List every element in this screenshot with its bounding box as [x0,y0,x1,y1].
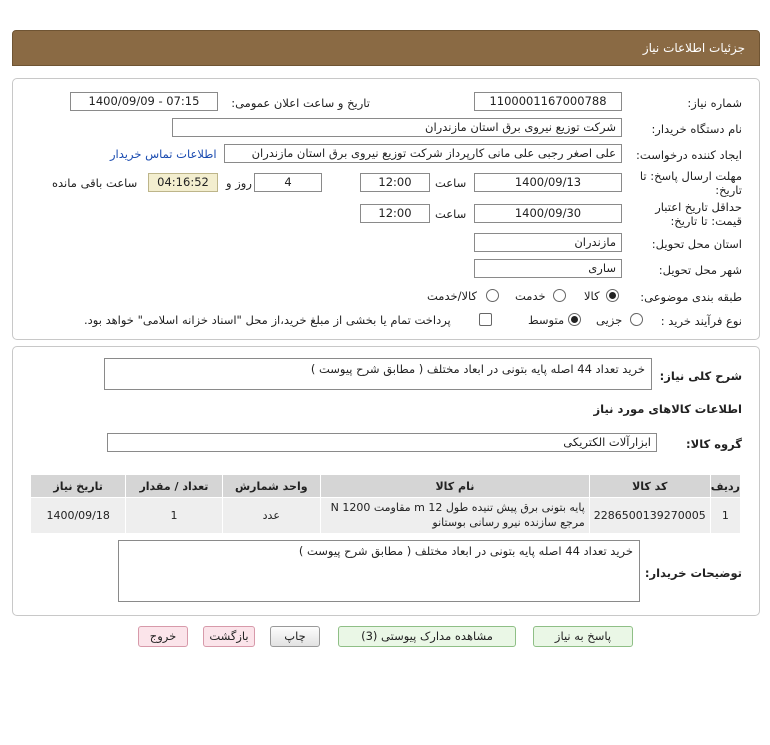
category-radio-goods[interactable] [606,289,619,302]
days-label: روز و [226,176,252,190]
header-need-date: تاریخ نیاز [31,475,126,498]
buyer-org-label: نام دستگاه خریدار: [651,122,742,136]
cell-quantity: 1 [126,498,222,534]
header-quantity: تعداد / مقدار [126,475,222,498]
goods-group-field: ابزارآلات الکتریکی [107,433,657,452]
print-button[interactable]: چاپ [270,626,320,647]
view-attachments-button[interactable]: مشاهده مدارک پیوستی (3) [338,626,516,647]
validity-label: حداقل تاریخ اعتبار [655,200,742,214]
process-option-minor: جزیی [596,313,623,327]
province-label: استان محل تحویل: [651,237,742,251]
validity-date-field[interactable]: 1400/09/30 [474,204,622,223]
goods-group-label: گروه کالا: [686,437,742,451]
treasury-checkbox[interactable] [479,313,492,326]
process-label: نوع فرآیند خرید : [660,314,742,328]
table-header-row [31,475,741,498]
cell-row-number: 1 [710,498,740,534]
cell-item-code: 2286500139270005 [589,498,710,534]
deadline-time-field[interactable]: 12:00 [360,173,430,192]
deadline-date-field[interactable]: 1400/09/13 [474,173,622,192]
buyer-org-field[interactable]: شرکت توزیع نیروی برق استان مازندران [172,118,622,137]
validity-time-label: ساعت [435,207,467,221]
category-option-goods: کالا [584,289,600,303]
category-option-both: کالا/خدمت [427,289,478,303]
category-label: طبقه بندی موضوعی: [640,290,742,304]
city-label: شهر محل تحویل: [658,263,742,277]
buyer-notes-box: خرید تعداد 44 اصله پایه بتونی در ابعاد مختلف ( مطابق شرح پیوست ) [118,540,640,602]
page-title: جزئیات اطلاعات نیاز [642,41,745,55]
cell-unit: عدد [222,498,320,534]
header-row-number: ردیف [710,475,740,498]
remaining-time-field: 04:16:52 [148,173,218,192]
summary-label: شرح کلی نیاز: [659,369,742,383]
buyer-contact-link[interactable]: اطلاعات تماس خریدار [110,147,217,161]
header-item-code: کد کالا [589,475,710,498]
requester-label: ایجاد کننده درخواست: [636,148,742,162]
announce-datetime-field[interactable]: 1400/09/09 - 07:15 [70,92,218,111]
need-number-field[interactable]: 1100001167000788 [474,92,622,111]
category-radio-both[interactable] [486,289,499,302]
remaining-days-field: 4 [254,173,322,192]
goods-table [30,474,741,534]
deadline-time-label: ساعت [435,176,467,190]
treasury-note: پرداخت تمام یا بخشی از مبلغ خرید،از محل "اسناد خزانه اسلامی" خواهد بود. [84,313,451,327]
header-unit: واحد شمارش [222,475,320,498]
cell-item-name: پایه بتونی برق پیش تنیده طول m 12 مقاومت N 1200 مرجع سازنده نیرو رسانی بوستانو [321,498,590,534]
category-option-service: خدمت [515,289,546,303]
buyer-notes-label: توضیحات خریدار: [644,566,742,580]
summary-box: خرید تعداد 44 اصله پایه بتونی در ابعاد مختلف ( مطابق شرح پیوست ) [104,358,652,390]
deadline-label: مهلت ارسال پاسخ: تا [639,169,742,183]
page-header [12,30,760,66]
goods-section-title: اطلاعات کالاهای مورد نیاز [593,402,742,416]
validity-time-field[interactable]: 12:00 [360,204,430,223]
back-button[interactable]: بازگشت [203,626,255,647]
cell-need-date: 1400/09/18 [31,498,126,534]
validity-label-date: قیمت: تا تاریخ: [670,214,742,228]
city-field[interactable]: ساری [474,259,622,278]
province-field[interactable]: مازندران [474,233,622,252]
reply-button[interactable]: پاسخ به نیاز [533,626,633,647]
category-radio-service[interactable] [553,289,566,302]
remaining-time-label: ساعت باقی مانده [52,176,138,190]
deadline-label-date: تاریخ: [715,183,742,197]
exit-button[interactable]: خروج [138,626,188,647]
process-option-medium: متوسط [528,313,565,327]
process-radio-minor[interactable] [630,313,643,326]
announce-label: تاریخ و ساعت اعلان عمومی: [231,96,370,110]
header-item-name: نام کالا [321,475,590,498]
requester-field[interactable]: علی اصغر رجبی علی مانی کارپرداز شرکت توزیع نیروی برق استان مازندران [224,144,622,163]
need-number-label: شماره نیاز: [687,96,742,110]
table-row[interactable] [31,498,741,534]
process-radio-medium[interactable] [568,313,581,326]
